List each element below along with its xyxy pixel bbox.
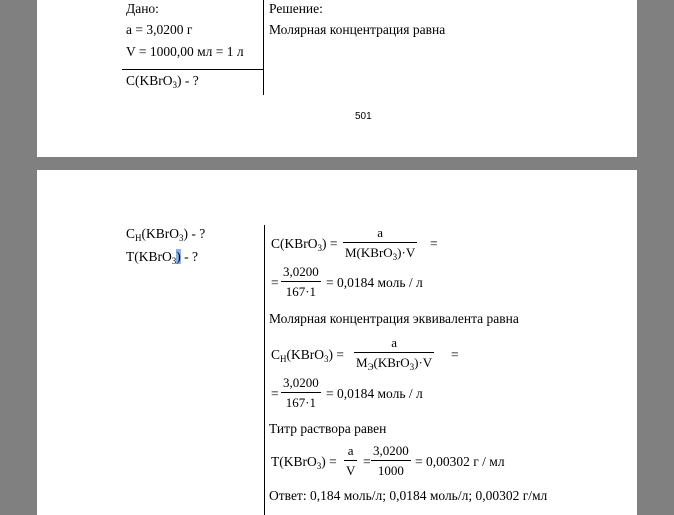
titer-fraction-numeric: 3,0200 1000	[373, 443, 409, 478]
titer-result: = 0,00302 г / мл	[415, 454, 505, 469]
molar-calc-result: = 0,0184 моль / л	[326, 275, 423, 290]
given-mass: a = 3,0200 г	[126, 22, 193, 37]
molar-calc-fraction: 3,0200 167·1	[283, 264, 319, 299]
normal-concentration-fraction: a $M_Э(KBrO_3)\cdot V$	[356, 335, 433, 372]
titer-fraction-symbolic: a V	[346, 443, 356, 478]
equals-sign: =	[363, 454, 371, 469]
find-concentration: С(KBrO$_3$) - ?	[126, 73, 199, 90]
titer-lhs: T(KBrO$_3$) =	[271, 454, 337, 471]
solution-text: Молярная концентрация равна	[269, 22, 446, 37]
molar-concentration-lhs: C(KBrO$_3$) =	[271, 236, 338, 253]
text-selection[interactable]: )	[176, 249, 181, 264]
equals-sign: =	[451, 347, 459, 362]
normal-calc-result: = 0,0184 моль / л	[326, 386, 423, 401]
find-normal-concentration: $С_Н(KBrO_3)$ - ?	[126, 226, 206, 243]
solution-heading: Решение:	[269, 1, 323, 16]
find-titer: Т(KBrO$_3$) - ?	[126, 249, 198, 266]
titer-text: Титр раствора равен	[269, 421, 387, 436]
given-solution-separator	[263, 0, 264, 95]
answer-text: Ответ: 0,184 моль/л; 0,0184 моль/л; 0,00302 г/мл	[269, 488, 548, 503]
normal-calc-fraction: 3,0200 167·1	[283, 375, 319, 410]
molar-concentration-fraction: a M(KBrO$_3$)·V	[345, 225, 416, 262]
document-page-501	[37, 0, 637, 157]
page-number: 501	[355, 111, 372, 122]
given-divider	[122, 69, 263, 70]
normal-concentration-lhs: $C_Н(KBrO_3)$ =	[271, 347, 344, 364]
document-page-502	[37, 170, 637, 515]
equivalent-text: Молярная концентрация эквивалента равна	[269, 311, 519, 326]
find-solution-separator	[264, 225, 265, 515]
equals-sign: =	[271, 386, 279, 401]
given-volume: V = 1000,00 мл = 1 л	[126, 44, 244, 59]
given-heading: Дано:	[126, 1, 159, 16]
equals-sign: =	[271, 275, 279, 290]
equals-sign: =	[430, 236, 438, 251]
